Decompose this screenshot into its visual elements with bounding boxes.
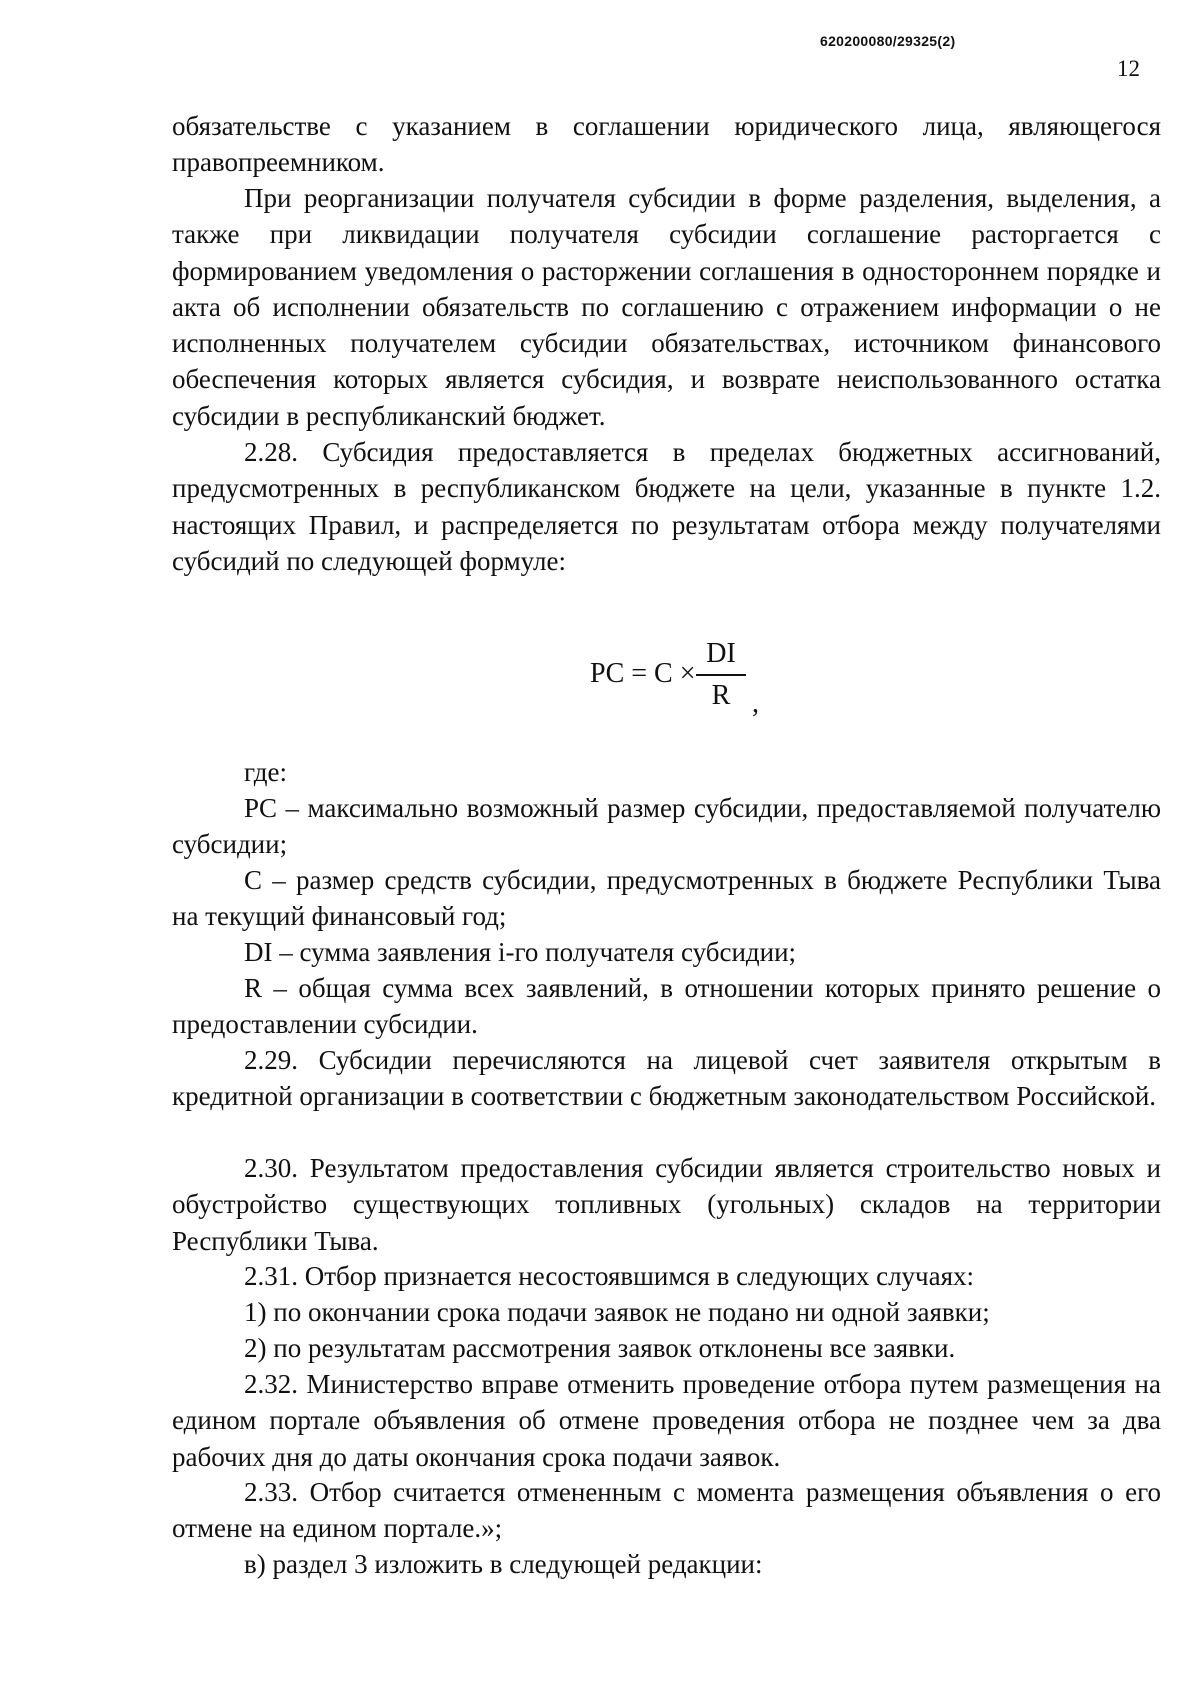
paragraph-2-29: 2.29. Субсидии перечисляются на лицевой счет заявителя открытым в кредитной организации в соответствии с бюджетным законодательством Российской. <box>172 1045 1161 1112</box>
formula-comma: , <box>752 688 759 719</box>
definition-di: DI – сумма заявления i-го получателя субсидии; <box>244 937 797 967</box>
paragraph-2-28: 2.28. Субсидия предоставляется в пределах бюджетных ассигнований, предусмотренных в республиканском бюджете на цели, указанные в пункте 1.2. настоящих Правил, и распределяется по результатам отбора между получателями субсидий по следующей формуле: <box>172 437 1161 576</box>
paragraph-reorganization: При реорганизации получателя субсидии в форме разделения, выделения, а также при ликвидации получателя субсидии соглашение расторгается с формированием уведомления о расторжении соглашения в одностороннем порядке и акта об исполнении обязательств по соглашению с отражением информации о не исполненных получателем субсидии обязательствах, источником финансового обеспечения которых является субсидия, и возврате неиспользованного остатка субсидии в республиканский бюджет. <box>172 183 1161 431</box>
formula-numerator: DI <box>706 638 736 669</box>
definition-c: C – размер средств субсидии, предусмотренных в бюджете Республики Тыва на текущий финансовый год; <box>172 865 1161 932</box>
paragraph-2-33: 2.33. Отбор считается отмененным с момента размещения объявления о его отмене на едином портале.»; <box>172 1477 1161 1544</box>
list-item-2: 2) по результатам рассмотрения заявок отклонены все заявки. <box>244 1333 956 1363</box>
document-code: 620200080/29325(2) <box>820 33 956 49</box>
page-number: 12 <box>1117 56 1140 81</box>
formula-denominator: R <box>711 680 731 711</box>
list-item-1: 1) по окончании срока подачи заявок не подано ни одной заявки; <box>244 1297 990 1327</box>
paragraph-2-32: 2.32. Министерство вправе отменить проведение отбора путем размещения на едином портале объявления об отмене проведения отбора не позднее чем за два рабочих дня до даты окончания срока подачи заявок. <box>172 1369 1161 1472</box>
paragraph-v: в) раздел 3 изложить в следующей редакции: <box>244 1549 763 1579</box>
definition-r: R – общая сумма всех заявлений, в отношении которых принято решение о предоставлении субсидии. <box>172 973 1161 1040</box>
paragraph-2-31: 2.31. Отбор признается несостоявшимся в следующих случаях: <box>244 1261 975 1291</box>
definition-pc: PC – максимально возможный размер субсидии, предоставляемой получателю субсидии; <box>172 793 1161 860</box>
paragraph-continuation: обязательстве с указанием в соглашении юридического лица, являющегося правопреемником. <box>172 111 1161 178</box>
fraction-bar <box>696 674 746 676</box>
subsidy-formula <box>590 636 770 719</box>
where-label: где: <box>244 757 287 787</box>
paragraph-2-30: 2.30. Результатом предоставления субсидии является строительство новых и обустройство существующих топливных (угольных) складов на территории Республики Тыва. <box>172 1153 1161 1256</box>
formula-lhs: PC = C × <box>590 658 696 689</box>
